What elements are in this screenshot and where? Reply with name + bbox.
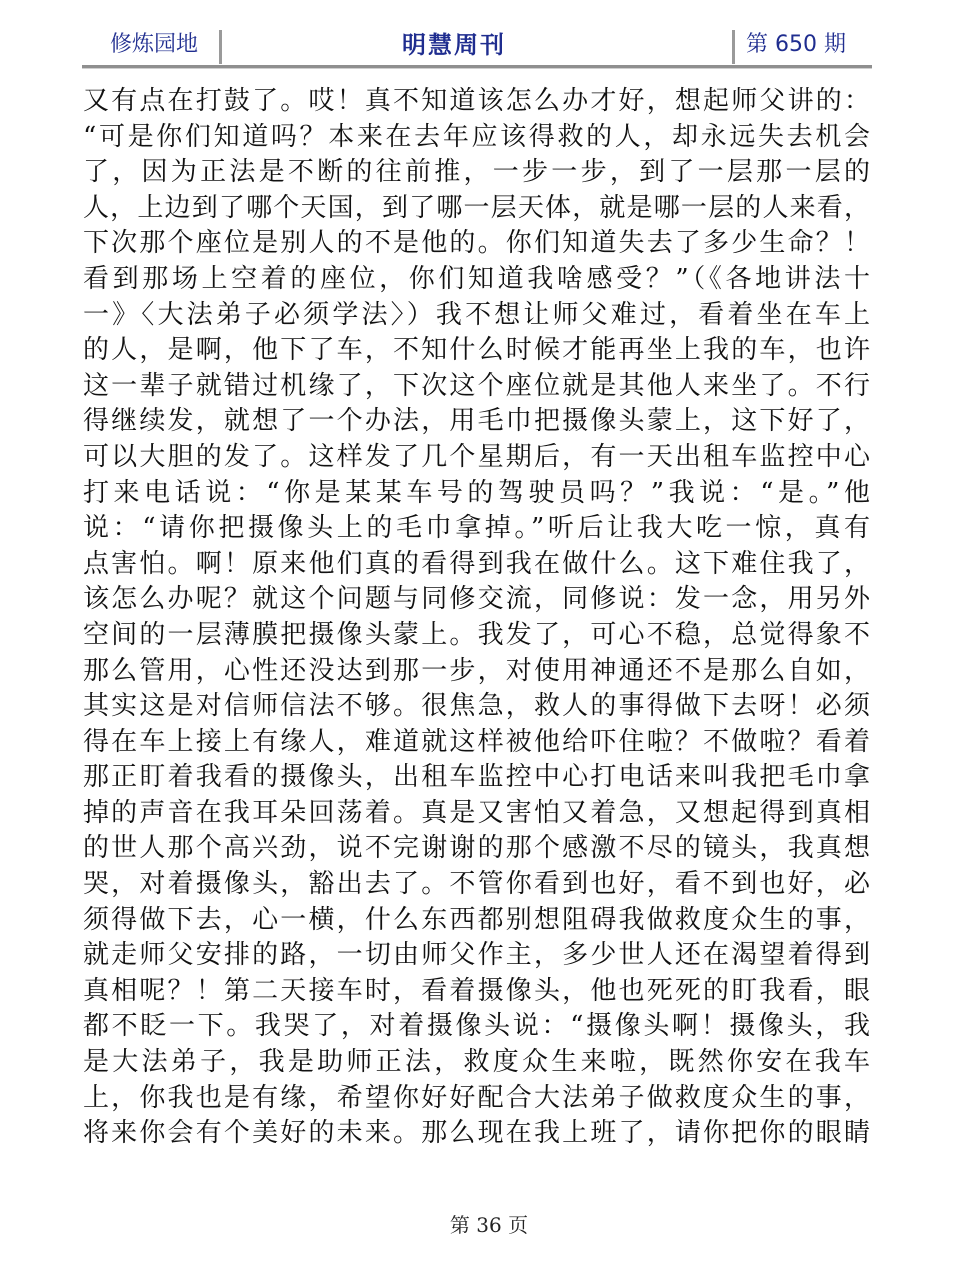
header-divider-left (219, 30, 222, 64)
page-number: 第 36 页 (449, 1213, 529, 1237)
body-line: 将来你会有个美好的未来。那么现在我上班了，请你把你的眼睛 (83, 1118, 870, 1149)
body-line: 可以大胆的发了。这样发了几个星期后，有一天出租车监控中心 (83, 441, 870, 472)
body-line: 真相呢？！第二天接车时，看着摄像头，他也死死的盯我看，眼 (83, 975, 870, 1006)
body-line: 那么管用，心性还没达到那一步，对使用神通还不是那么自如， (83, 655, 870, 686)
body-line: “可是你们知道吗？本来在去年应该得救的人，却永远失去机会 (83, 121, 870, 152)
body-line: 就走师父安排的路，一切由师父作主，多少世人还在渴望着得到 (83, 940, 870, 971)
body-line: 须得做下去，心一横，什么东西都别想阻碍我做救度众生的事， (83, 904, 870, 935)
body-line: 都不眨一下。我哭了，对着摄像头说：“摄像头啊！摄像头，我 (83, 1011, 870, 1042)
body-line: 点害怕。啊！原来他们真的看得到我在做什么。这下难住我了， (83, 548, 870, 579)
body-line: 打来电话说：“你是某某车号的驾驶员吗？”我说：“是。”他 (83, 477, 870, 508)
body-line: 得继续发，就想了一个办法，用毛巾把摄像头蒙上，这下好了， (83, 406, 870, 437)
body-line: 看到那场上空着的座位，你们知道我啥感受？”（《各地讲法十 (83, 263, 870, 294)
page-header (82, 26, 872, 68)
section-name: 修炼园地 (110, 32, 199, 57)
body-line: 人，上边到了哪个天国，到了哪一层天体，就是哪一层的人来看， (83, 192, 870, 223)
issue-number: 第 650 期 (746, 32, 846, 57)
body-line: 掉的声音在我耳朵回荡着。真是又害怕又着急，又想起得到真相 (83, 797, 870, 828)
body-line: 又有点在打鼓了。哎！真不知道该怎么办才好，想起师父讲的： (83, 86, 870, 116)
body-line: 说：“请你把摄像头上的毛巾拿掉。”听后让我大吃一惊，真有 (83, 513, 870, 544)
body-line: 了，因为正法是不断的往前推，一步一步，到了一层那一层的 (83, 157, 870, 188)
header-divider-right (732, 30, 735, 64)
body-line: 的人，是啊，他下了车，不知什么时候才能再坐上我的车，也许 (83, 335, 870, 366)
body-line: 空间的一层薄膜把摄像头蒙上。我发了，可心不稳，总觉得象不 (83, 619, 870, 650)
body-line: 下次那个座位是别人的不是他的。你们知道失去了多少生命？！ (83, 228, 870, 259)
body-line: 哭，对着摄像头，豁出去了。不管你看到也好，看不到也好，必 (83, 869, 870, 900)
body-line: 这一辈子就错过机缘了，下次这个座位就是其他人来坐了。不行 (83, 370, 870, 401)
body-line: 得在车上接上有缘人，难道就这样被他给吓住啦？不做啦？看着 (83, 726, 870, 757)
article-body (83, 84, 870, 1152)
body-line: 是大法弟子，我是助师正法，救度众生来啦，既然你安在我车 (83, 1047, 870, 1078)
body-line: 上，你我也是有缘，希望你好好配合大法弟子做救度众生的事， (83, 1082, 870, 1113)
body-line: 的世人那个高兴劲，说不完谢谢的那个感激不尽的镜头，我真想 (83, 833, 870, 864)
body-line: 一》〈大法弟子必须学法〉）我不想让师父难过，看着坐在车上 (83, 299, 870, 330)
header-rule (82, 65, 872, 69)
body-line: 那正盯着我看的摄像头，出租车监控中心打电话来叫我把毛巾拿 (83, 762, 870, 793)
body-line: 该怎么办呢？就这个问题与同修交流，同修说：发一念，用另外 (83, 584, 870, 615)
body-line: 其实这是对信师信法不够。很焦急，救人的事得做下去呀！必须 (83, 691, 870, 722)
publication-title: 明慧周刊 (402, 31, 506, 59)
